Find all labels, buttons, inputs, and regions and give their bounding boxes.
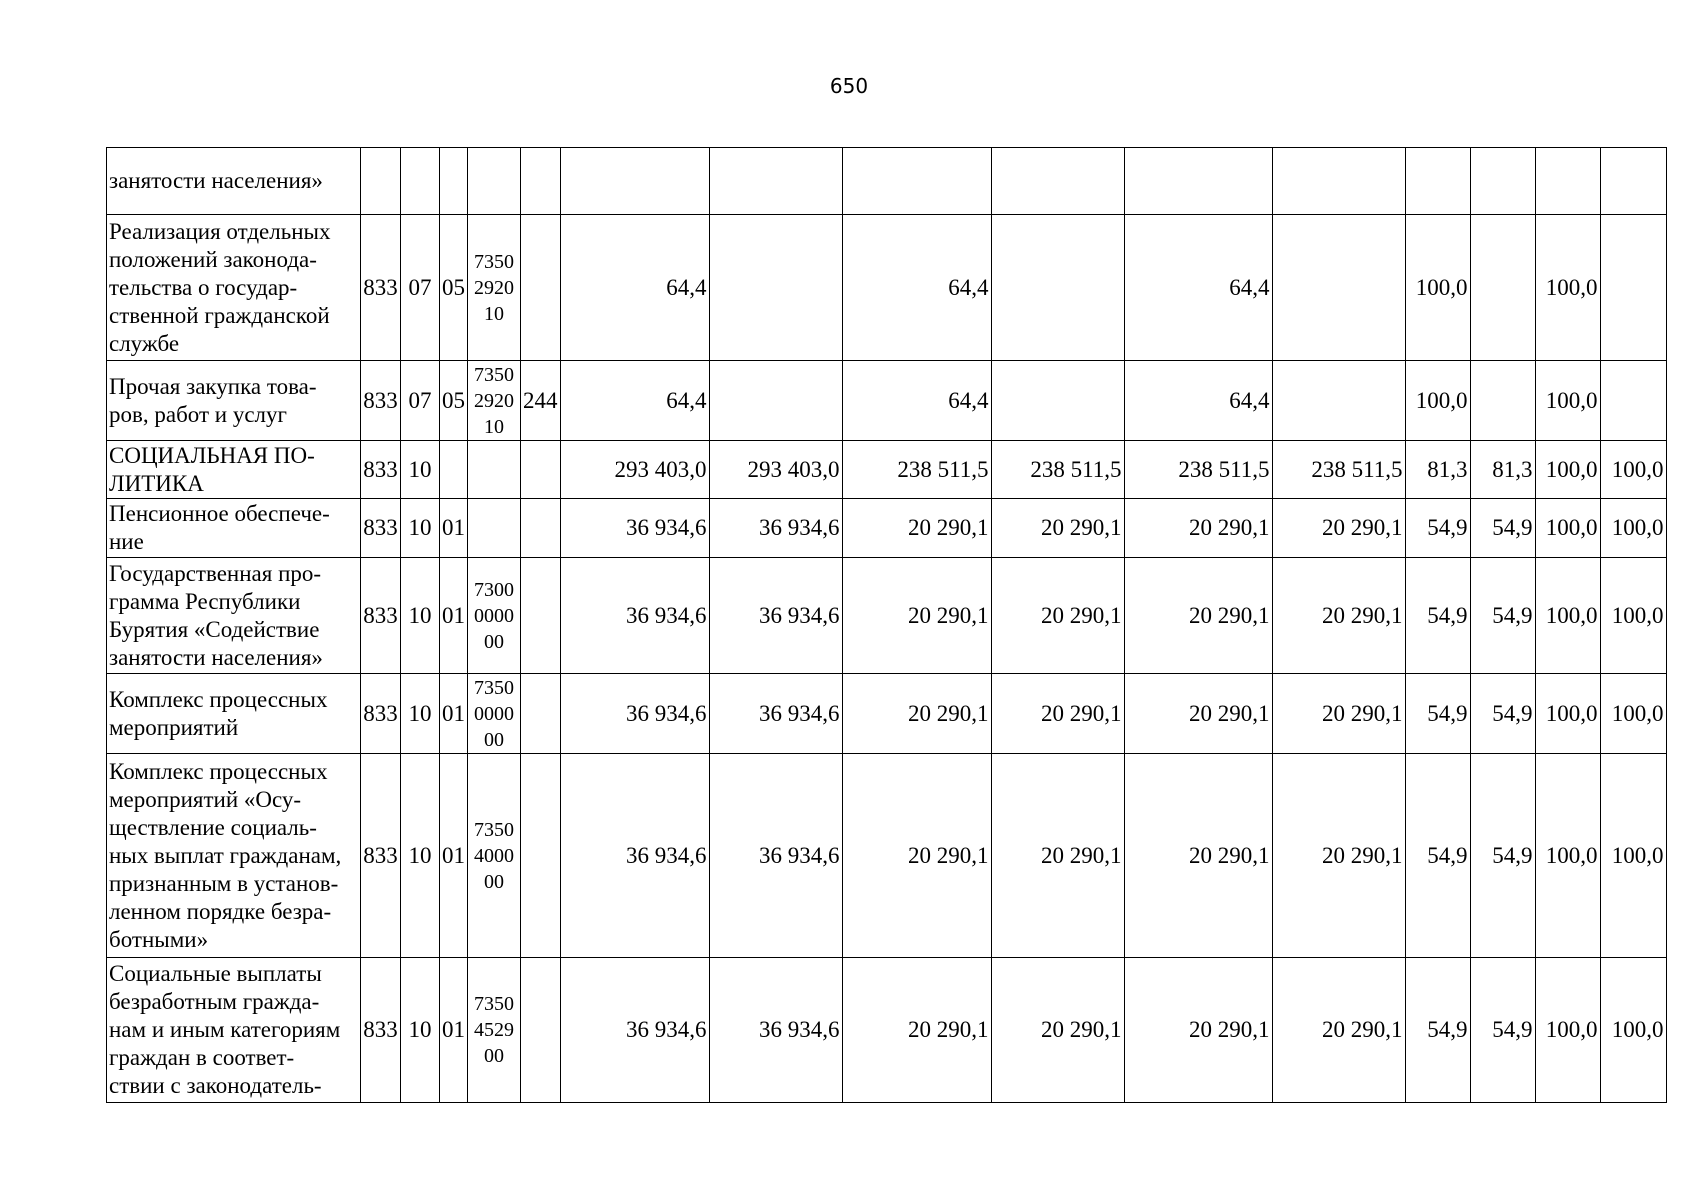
cell-glava: 833 bbox=[361, 441, 401, 499]
table-row bbox=[107, 215, 1667, 361]
cell-amount-1: 293 403,0 bbox=[560, 441, 709, 499]
cell-expense-type bbox=[521, 958, 561, 1103]
cell-amount-4: 238 511,5 bbox=[991, 441, 1124, 499]
table-row bbox=[107, 361, 1667, 441]
cell-amount-2 bbox=[709, 361, 842, 441]
cell-podrazdel: 01 bbox=[440, 558, 468, 674]
cell-expense-type bbox=[521, 754, 561, 958]
cell-expense-type bbox=[521, 499, 561, 558]
cell-amount-2: 36 934,6 bbox=[709, 558, 842, 674]
item-name-line: занятости населения» bbox=[109, 168, 323, 193]
cell-target-article bbox=[468, 674, 521, 754]
cell-percent-1: 54,9 bbox=[1405, 958, 1470, 1103]
cell-podrazdel: 01 bbox=[440, 958, 468, 1103]
cell-percent-4: 100,0 bbox=[1600, 958, 1666, 1103]
table-row bbox=[107, 499, 1667, 558]
item-name-line: ственной гражданской bbox=[109, 302, 330, 328]
item-name-line: ние bbox=[109, 529, 144, 554]
cell-expense-type: 244 bbox=[521, 361, 561, 441]
target-article-line: 7300 bbox=[474, 578, 514, 601]
target-article-line: 4529 bbox=[474, 1019, 514, 1041]
cell-amount-4: 20 290,1 bbox=[991, 558, 1124, 674]
cell-glava: 833 bbox=[361, 558, 401, 674]
item-name-line: ленном порядке безра- bbox=[109, 898, 332, 924]
target-article-line: 00 bbox=[484, 728, 504, 751]
cell-podrazdel bbox=[440, 441, 468, 499]
target-article-line: 00 bbox=[484, 870, 504, 893]
cell-razdel: 07 bbox=[401, 215, 440, 361]
item-name-line: Государственная про- bbox=[109, 560, 322, 586]
table-row bbox=[107, 958, 1667, 1103]
cell-amount-6 bbox=[1272, 215, 1405, 361]
item-name-line: Прочая закупка това- bbox=[109, 373, 317, 399]
cell-percent-2 bbox=[1470, 361, 1535, 441]
item-name-line: ров, работ и услуг bbox=[109, 401, 287, 427]
cell-amount-4 bbox=[991, 361, 1124, 441]
cell-percent-2: 54,9 bbox=[1470, 958, 1535, 1103]
cell-amount-2 bbox=[709, 215, 842, 361]
cell-razdel: 10 bbox=[401, 674, 440, 754]
cell-glava: 833 bbox=[361, 361, 401, 441]
item-name-line: Реализация отдельных bbox=[109, 218, 331, 244]
cell-percent-2: 54,9 bbox=[1470, 674, 1535, 754]
cell-percent-1: 54,9 bbox=[1405, 754, 1470, 958]
budget-table bbox=[106, 147, 1667, 1103]
cell-percent-2: 54,9 bbox=[1470, 499, 1535, 558]
item-name-line: тельства о государ- bbox=[109, 274, 298, 300]
cell-amount-1: 36 934,6 bbox=[560, 558, 709, 674]
cell-item-name bbox=[107, 148, 361, 215]
cell-amount-3: 238 511,5 bbox=[842, 441, 991, 499]
target-article-line: 0000 bbox=[474, 702, 514, 725]
table-body bbox=[107, 148, 1667, 1103]
cell-amount-4: 20 290,1 bbox=[991, 754, 1124, 958]
cell-glava: 833 bbox=[361, 958, 401, 1103]
cell-percent-1: 81,3 bbox=[1405, 441, 1470, 499]
cell-glava: 833 bbox=[361, 215, 401, 361]
item-name-line: Комплекс процессных bbox=[109, 686, 328, 712]
cell-glava: 833 bbox=[361, 754, 401, 958]
cell-expense-type bbox=[521, 215, 561, 361]
item-name-line: СОЦИАЛЬНАЯ ПО- bbox=[109, 442, 315, 468]
cell-amount-1: 36 934,6 bbox=[560, 499, 709, 558]
item-name-line: Пенсионное обеспече- bbox=[109, 501, 330, 526]
item-name-line: Бурятия «Содействие bbox=[109, 616, 320, 642]
cell-percent-3: 100,0 bbox=[1535, 754, 1600, 958]
cell-expense-type bbox=[521, 558, 561, 674]
item-name-line: грамма Республики bbox=[109, 588, 301, 614]
cell-percent-2 bbox=[1470, 148, 1535, 215]
cell-amount-6 bbox=[1272, 148, 1405, 215]
cell-amount-5: 20 290,1 bbox=[1124, 558, 1272, 674]
target-article-line: 10 bbox=[484, 415, 504, 438]
table-row bbox=[107, 148, 1667, 215]
cell-amount-2 bbox=[709, 148, 842, 215]
page-number: 650 bbox=[829, 74, 869, 98]
cell-amount-4 bbox=[991, 148, 1124, 215]
cell-percent-1 bbox=[1405, 148, 1470, 215]
item-name-line: ЛИТИКА bbox=[109, 470, 204, 496]
cell-item-name bbox=[107, 441, 361, 499]
cell-amount-3: 20 290,1 bbox=[842, 958, 991, 1103]
cell-amount-1: 36 934,6 bbox=[560, 754, 709, 958]
target-article-line: 00 bbox=[484, 1045, 504, 1067]
cell-percent-2: 54,9 bbox=[1470, 558, 1535, 674]
cell-target-article bbox=[468, 499, 521, 558]
target-article-line: 7350 bbox=[474, 676, 514, 699]
cell-percent-1: 54,9 bbox=[1405, 558, 1470, 674]
cell-amount-5: 20 290,1 bbox=[1124, 754, 1272, 958]
cell-amount-5 bbox=[1124, 148, 1272, 215]
item-name-line: Комплекс процессных bbox=[109, 758, 328, 784]
cell-glava bbox=[361, 148, 401, 215]
table-row bbox=[107, 441, 1667, 499]
target-article-line: 2920 bbox=[474, 389, 514, 412]
cell-amount-2: 36 934,6 bbox=[709, 958, 842, 1103]
cell-target-article bbox=[468, 361, 521, 441]
cell-amount-4: 20 290,1 bbox=[991, 958, 1124, 1103]
item-name-line: нам и иным категориям bbox=[109, 1017, 341, 1042]
cell-amount-1 bbox=[560, 148, 709, 215]
cell-percent-4 bbox=[1600, 148, 1666, 215]
cell-amount-2: 36 934,6 bbox=[709, 754, 842, 958]
cell-podrazdel: 01 bbox=[440, 674, 468, 754]
cell-percent-4: 100,0 bbox=[1600, 674, 1666, 754]
cell-podrazdel: 05 bbox=[440, 361, 468, 441]
cell-percent-3 bbox=[1535, 148, 1600, 215]
cell-percent-4: 100,0 bbox=[1600, 754, 1666, 958]
cell-item-name bbox=[107, 754, 361, 958]
target-article-line: 10 bbox=[484, 302, 504, 325]
cell-amount-3: 20 290,1 bbox=[842, 754, 991, 958]
cell-razdel: 10 bbox=[401, 558, 440, 674]
cell-percent-2: 54,9 bbox=[1470, 754, 1535, 958]
cell-expense-type bbox=[521, 148, 561, 215]
cell-amount-5: 238 511,5 bbox=[1124, 441, 1272, 499]
cell-target-article bbox=[468, 958, 521, 1103]
cell-target-article bbox=[468, 558, 521, 674]
target-article-line: 7350 bbox=[474, 363, 514, 386]
cell-razdel: 10 bbox=[401, 754, 440, 958]
cell-percent-1: 54,9 bbox=[1405, 674, 1470, 754]
item-name-line: ствии с законодатель- bbox=[109, 1073, 322, 1098]
cell-percent-4 bbox=[1600, 361, 1666, 441]
cell-amount-3: 20 290,1 bbox=[842, 558, 991, 674]
item-name-line: Социальные выплаты bbox=[109, 961, 322, 986]
cell-percent-3: 100,0 bbox=[1535, 958, 1600, 1103]
cell-amount-2: 36 934,6 bbox=[709, 674, 842, 754]
cell-amount-4 bbox=[991, 215, 1124, 361]
cell-percent-1: 100,0 bbox=[1405, 361, 1470, 441]
cell-amount-3: 20 290,1 bbox=[842, 499, 991, 558]
item-name-line: признанным в установ- bbox=[109, 870, 339, 896]
cell-amount-3: 64,4 bbox=[842, 361, 991, 441]
cell-percent-3: 100,0 bbox=[1535, 674, 1600, 754]
cell-percent-4: 100,0 bbox=[1600, 441, 1666, 499]
cell-amount-4: 20 290,1 bbox=[991, 499, 1124, 558]
cell-podrazdel: 01 bbox=[440, 754, 468, 958]
cell-percent-2: 81,3 bbox=[1470, 441, 1535, 499]
target-article-line: 7350 bbox=[474, 993, 514, 1015]
item-name-line: мероприятий «Осу- bbox=[109, 786, 302, 812]
cell-podrazdel: 01 bbox=[440, 499, 468, 558]
cell-percent-2 bbox=[1470, 215, 1535, 361]
cell-glava: 833 bbox=[361, 499, 401, 558]
cell-razdel: 07 bbox=[401, 361, 440, 441]
target-article-line: 00 bbox=[484, 630, 504, 653]
cell-percent-3: 100,0 bbox=[1535, 499, 1600, 558]
item-name-line: занятости населения» bbox=[109, 644, 323, 670]
cell-razdel bbox=[401, 148, 440, 215]
cell-percent-1: 54,9 bbox=[1405, 499, 1470, 558]
cell-target-article bbox=[468, 441, 521, 499]
item-name-line: ботными» bbox=[109, 926, 209, 952]
cell-podrazdel: 05 bbox=[440, 215, 468, 361]
cell-amount-2: 36 934,6 bbox=[709, 499, 842, 558]
cell-item-name bbox=[107, 215, 361, 361]
cell-item-name bbox=[107, 674, 361, 754]
cell-percent-3: 100,0 bbox=[1535, 558, 1600, 674]
item-name-line: ществление социаль- bbox=[109, 814, 317, 840]
cell-amount-5: 64,4 bbox=[1124, 215, 1272, 361]
target-article-line: 2920 bbox=[474, 276, 514, 299]
cell-amount-1: 36 934,6 bbox=[560, 674, 709, 754]
item-name-line: мероприятий bbox=[109, 714, 239, 740]
cell-amount-3: 64,4 bbox=[842, 215, 991, 361]
cell-razdel: 10 bbox=[401, 499, 440, 558]
item-name-line: ных выплат гражданам, bbox=[109, 842, 342, 868]
cell-amount-1: 36 934,6 bbox=[560, 958, 709, 1103]
cell-amount-1: 64,4 bbox=[560, 215, 709, 361]
cell-amount-5: 20 290,1 bbox=[1124, 499, 1272, 558]
cell-item-name bbox=[107, 958, 361, 1103]
item-name-line: службе bbox=[109, 330, 180, 356]
cell-percent-4: 100,0 bbox=[1600, 558, 1666, 674]
cell-expense-type bbox=[521, 441, 561, 499]
cell-amount-4: 20 290,1 bbox=[991, 674, 1124, 754]
cell-amount-3: 20 290,1 bbox=[842, 674, 991, 754]
table-row bbox=[107, 674, 1667, 754]
cell-razdel: 10 bbox=[401, 958, 440, 1103]
cell-amount-6: 20 290,1 bbox=[1272, 958, 1405, 1103]
target-article-line: 4000 bbox=[474, 844, 514, 867]
cell-expense-type bbox=[521, 674, 561, 754]
cell-glava: 833 bbox=[361, 674, 401, 754]
cell-percent-4 bbox=[1600, 215, 1666, 361]
cell-percent-3: 100,0 bbox=[1535, 361, 1600, 441]
cell-target-article bbox=[468, 754, 521, 958]
cell-item-name bbox=[107, 558, 361, 674]
cell-amount-6: 20 290,1 bbox=[1272, 674, 1405, 754]
cell-amount-2: 293 403,0 bbox=[709, 441, 842, 499]
target-article-line: 7350 bbox=[474, 250, 514, 273]
cell-target-article bbox=[468, 148, 521, 215]
cell-item-name bbox=[107, 361, 361, 441]
cell-amount-5: 20 290,1 bbox=[1124, 958, 1272, 1103]
target-article-line: 0000 bbox=[474, 604, 514, 627]
target-article-line: 7350 bbox=[474, 818, 514, 841]
cell-percent-3: 100,0 bbox=[1535, 441, 1600, 499]
cell-amount-6: 20 290,1 bbox=[1272, 558, 1405, 674]
cell-amount-6 bbox=[1272, 361, 1405, 441]
cell-razdel: 10 bbox=[401, 441, 440, 499]
cell-podrazdel bbox=[440, 148, 468, 215]
cell-item-name bbox=[107, 499, 361, 558]
table-row bbox=[107, 754, 1667, 958]
cell-amount-6: 238 511,5 bbox=[1272, 441, 1405, 499]
table-row bbox=[107, 558, 1667, 674]
cell-percent-3: 100,0 bbox=[1535, 215, 1600, 361]
cell-amount-5: 20 290,1 bbox=[1124, 674, 1272, 754]
cell-amount-1: 64,4 bbox=[560, 361, 709, 441]
item-name-line: граждан в соответ- bbox=[109, 1045, 295, 1070]
cell-amount-6: 20 290,1 bbox=[1272, 499, 1405, 558]
cell-amount-5: 64,4 bbox=[1124, 361, 1272, 441]
item-name-line: безработным гражда- bbox=[109, 989, 320, 1014]
item-name-line: положений законода- bbox=[109, 246, 317, 272]
cell-percent-4: 100,0 bbox=[1600, 499, 1666, 558]
cell-amount-6: 20 290,1 bbox=[1272, 754, 1405, 958]
cell-amount-3 bbox=[842, 148, 991, 215]
cell-percent-1: 100,0 bbox=[1405, 215, 1470, 361]
cell-target-article bbox=[468, 215, 521, 361]
